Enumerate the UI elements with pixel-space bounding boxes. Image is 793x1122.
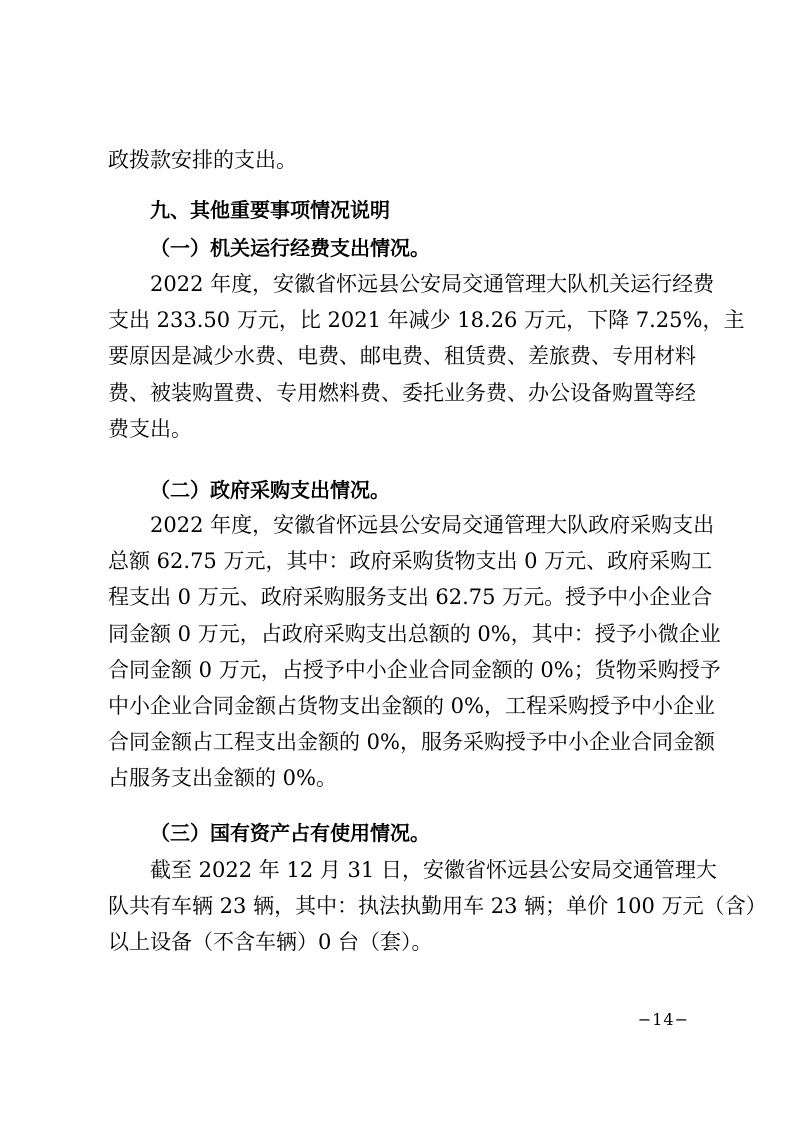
subsection-heading-3: （三）国有资产占有使用情况。 [150,821,430,845]
paragraph-procurement [108,507,721,797]
text-line: 费、被装购置费、专用燃料费、委托业务费、办公设备购置等经 [108,380,696,405]
text-line: 以上设备（不含车辆）0 台（套）。 [108,930,433,955]
text-line: 程支出 0 万元、政府采购服务支出 62.75 万元。授予中小企业合 [108,585,713,610]
text-line: 合同金额占工程支出金额的 0%，服务采购授予中小企业合同金额 [108,730,715,755]
text-line: 费支出。 [108,416,192,441]
paragraph-state-assets [108,852,767,961]
text-line: 同金额 0 万元，占政府采购支出总额的 0%，其中：授予小微企业 [108,621,721,646]
subsection-heading-1: （一）机关运行经费支出情况。 [150,236,430,260]
continuation-paragraph [108,142,693,178]
text-line: 政拨款安排的支出。 [108,148,297,172]
text-line: 截至 2022 年 12 月 31 日，安徽省怀远县公安局交通管理大 [150,858,717,882]
text-line: 2022 年度，安徽省怀远县公安局交通管理大队机关运行经费 [150,272,715,296]
text-line: 2022 年度，安徽省怀远县公安局交通管理大队政府采购支出 [150,513,715,537]
text-line: 占服务支出金额的 0%。 [108,766,337,791]
text-line: 总额 62.75 万元，其中：政府采购货物支出 0 万元、政府采购工 [108,549,713,574]
text-line: 队共有车辆 23 辆，其中：执法执勤用车 23 辆；单价 100 万元（含） [108,894,767,919]
text-line: 要原因是减少水费、电费、邮电费、租赁费、差旅费、专用材料 [108,344,696,369]
text-line: 中小企业合同金额占货物支出金额的 0%，工程采购授予中小企业 [108,693,715,718]
text-line: 合同金额 0 万元，占授予中小企业合同金额的 0%；货物采购授予 [108,657,721,682]
subsection-heading-2: （二）政府采购支出情况。 [150,478,390,502]
section-heading-9: 九、其他重要事项情况说明 [150,198,390,222]
page-number: −14− [637,1010,689,1029]
paragraph-operating-expenses [108,266,745,447]
text-line: 支出 233.50 万元，比 2021 年减少 18.26 万元，下降 7.25%，主 [108,308,745,333]
